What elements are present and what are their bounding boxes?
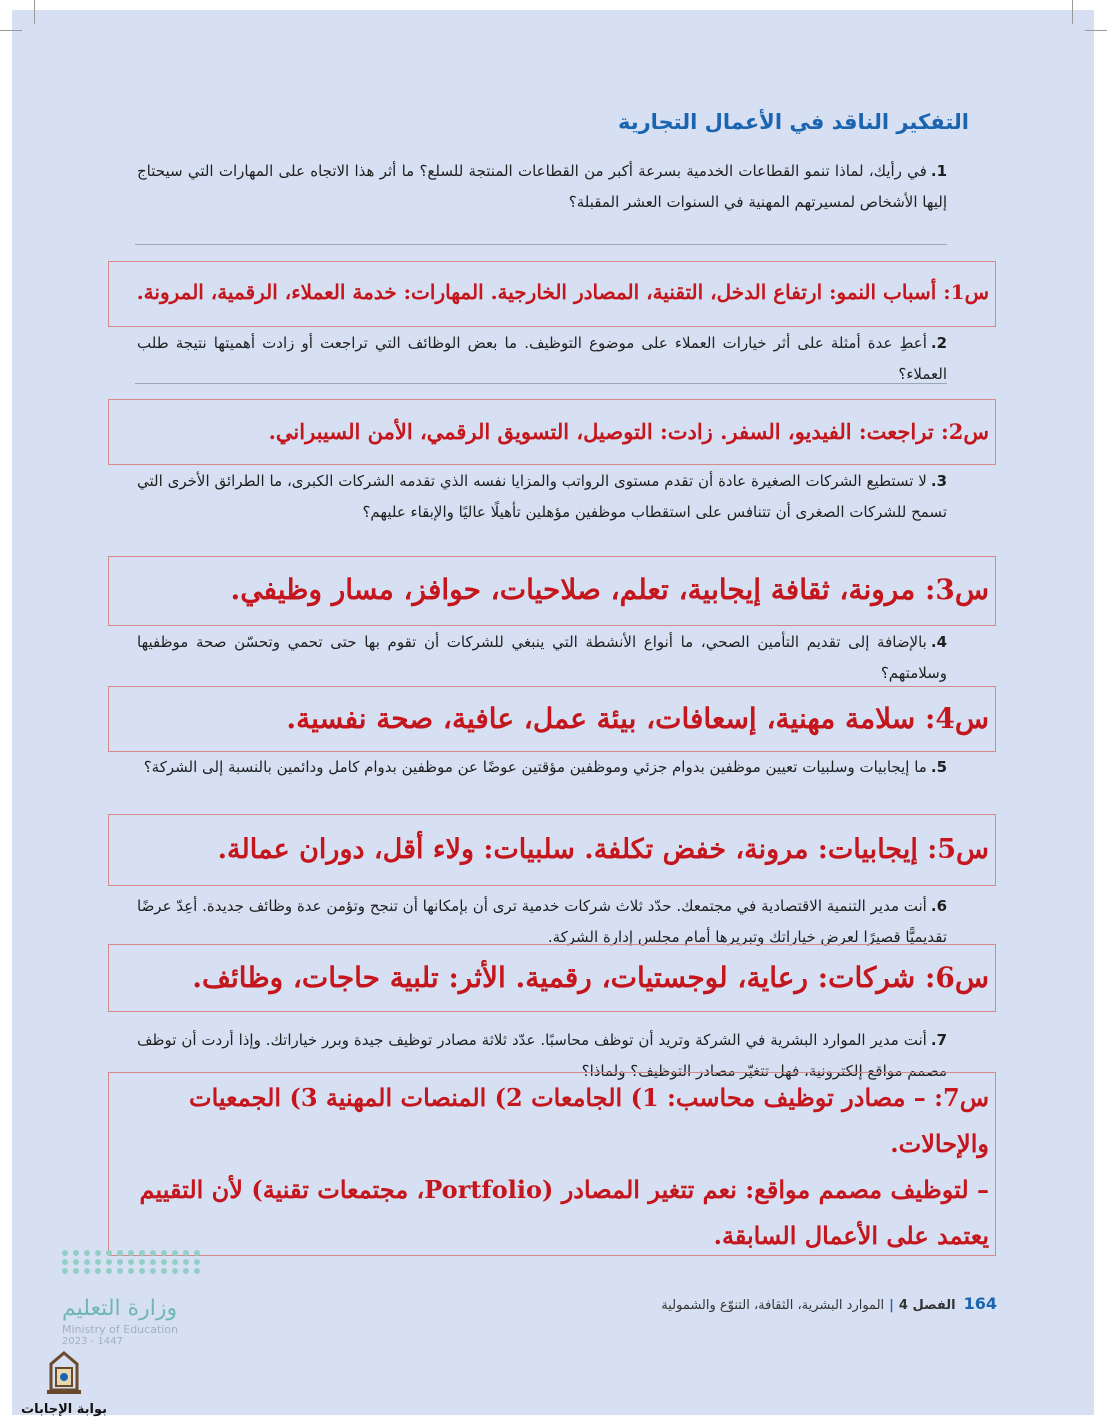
question-number: 7. [930, 1031, 947, 1049]
watermark-text: بوابة الإجابات [21, 1402, 107, 1417]
answer-box-6 [108, 944, 996, 1012]
question-number: 3. [930, 472, 947, 490]
question-text: بالإضافة إلى تقديم التأمين الصحي، ما أنواع الأنشطة التي ينبغي للشركات أن تقوم بها حتى تحمي وتحسّن صحة موظفيها وسلامتهم؟ [137, 633, 947, 682]
answer-box-5 [108, 814, 996, 886]
answer-line [135, 244, 947, 245]
answer-box-3 [108, 556, 996, 626]
chapter-title: الموارد البشرية، الثقافة، التنوّع والشمولية [661, 1298, 885, 1313]
logo-dots-icon [62, 1250, 202, 1274]
question-text: ما إيجابيات وسلبيات تعيين موظفين بدوام جزئي وموظفين مؤقتين عوضًا عن موظفين بدوام كامل ودائمين بالنسبة إلى الشركة؟ [143, 758, 927, 776]
answer-text: س1: أسباب النمو: ارتفاع الدخل، التقنية، المصادر الخارجية. المهارات: خدمة العملاء، الرقمية، المرونة. [136, 280, 989, 304]
question-text: أنت مدير الموارد البشرية في الشركة وتريد أن توظف محاسبًا. عدّد ثلاثة مصادر توظيف جيدة وبرر خياراتك. وإذا أردت أن توظف مصمم مواقع إلكترونية، فهل تتغيّر مصادر التوظيف؟ ولماذا؟ [137, 1031, 947, 1080]
answer-text: – لتوظيف مصمم مواقع: نعم تتغير المصادر (Portfolio، مجتمعات تقنية) لأن التقييم يعتمد على الأعمال السابقة. [139, 1175, 989, 1250]
answer-box-7 [108, 1072, 996, 1256]
question-number: 5. [930, 758, 947, 776]
question-number: 1. [930, 162, 947, 180]
page-footer [661, 1294, 997, 1313]
watermark [14, 1350, 114, 1417]
page-number: 164 [963, 1294, 997, 1313]
answer-text: س2: تراجعت: الفيديو، السفر. زادت: التوصيل، التسويق الرقمي، الأمن السيبراني. [268, 419, 989, 444]
crop-mark [0, 30, 22, 31]
question-text: أنت مدير التنمية الاقتصادية في مجتمعك. حدّد ثلاث شركات خدمية ترى أن بإمكانها أن تنجح وتؤمن عدة وظائف جديدة. أعِدّ عرضًا تقديميًّا قصيرًا لعرض خياراتك وتبريرها أمام مجلس إدارة الشركة. [137, 897, 947, 946]
answer-text: س3: مرونة، ثقافة إيجابية، تعلم، صلاحيات، حوافز، مسار وظيفي. [230, 573, 989, 606]
crop-mark [1085, 30, 1107, 31]
question-number: 6. [930, 897, 947, 915]
answer-text: س5: إيجابيات: مرونة، خفض تكلفة. سلبيات: ولاء أقل، دوران عمالة. [217, 834, 989, 865]
question-1 [137, 156, 947, 218]
ministry-year: 2023 - 1447 [62, 1336, 123, 1347]
answer-text: س4: سلامة مهنية، إسعافات، بيئة عمل، عافية، صحة نفسية. [286, 702, 989, 735]
answer-box-2 [108, 399, 996, 465]
question-number: 4. [930, 633, 947, 651]
answer-box-1 [108, 261, 996, 327]
chapter-label: الفصل 4 [898, 1298, 956, 1313]
footer-separator: | [889, 1298, 894, 1313]
answer-line [135, 383, 947, 384]
crop-mark [1072, 0, 1073, 24]
lantern-icon [41, 1350, 87, 1398]
question-2 [137, 328, 947, 390]
question-text: في رأيك، لماذا تنمو القطاعات الخدمية بسرعة أكبر من القطاعات المنتجة للسلع؟ ما أثر هذا الاتجاه على المهارات التي سيحتاج إليها الأشخاص لمسيرتهم المهنية في السنوات العشر المقبلة؟ [137, 162, 947, 211]
section-title: التفكير الناقد في الأعمال التجارية [617, 110, 969, 134]
answer-text: س6: شركات: رعاية، لوجستيات، رقمية. الأثر: تلبية حاجات، وظائف. [192, 961, 989, 994]
question-text: لا تستطيع الشركات الصغيرة عادة أن تقدم مستوى الرواتب والمزايا نفسه الذي تقدمه الشركات الكبرى، ما الطرائق الأخرى التي تسمح للشركات الصغرى أن تتنافس على استقطاب موظفين مؤهلين تأهيلًا عاليًا والإبقاء عليهم؟ [137, 472, 947, 521]
ministry-logo [62, 1250, 202, 1347]
question-4 [137, 627, 947, 689]
question-3 [137, 466, 947, 528]
answer-text: س7: – مصادر توظيف محاسب: 1) الجامعات 2) المنصات المهنية 3) الجمعيات والإحالات. [189, 1083, 989, 1158]
ministry-name-en: Ministry of Education [62, 1323, 179, 1336]
question-text: أعطِ عدة أمثلة على أثر خيارات العملاء على موضوع التوظيف. ما بعض الوظائف التي تراجعت أو زادت أهميتها نتيجة طلب العملاء؟ [137, 334, 947, 383]
ministry-name-ar: وزارة التعليم [62, 1296, 178, 1321]
question-number: 2. [930, 334, 947, 352]
crop-mark [34, 0, 35, 24]
question-5 [137, 752, 947, 783]
answer-box-4 [108, 686, 996, 752]
